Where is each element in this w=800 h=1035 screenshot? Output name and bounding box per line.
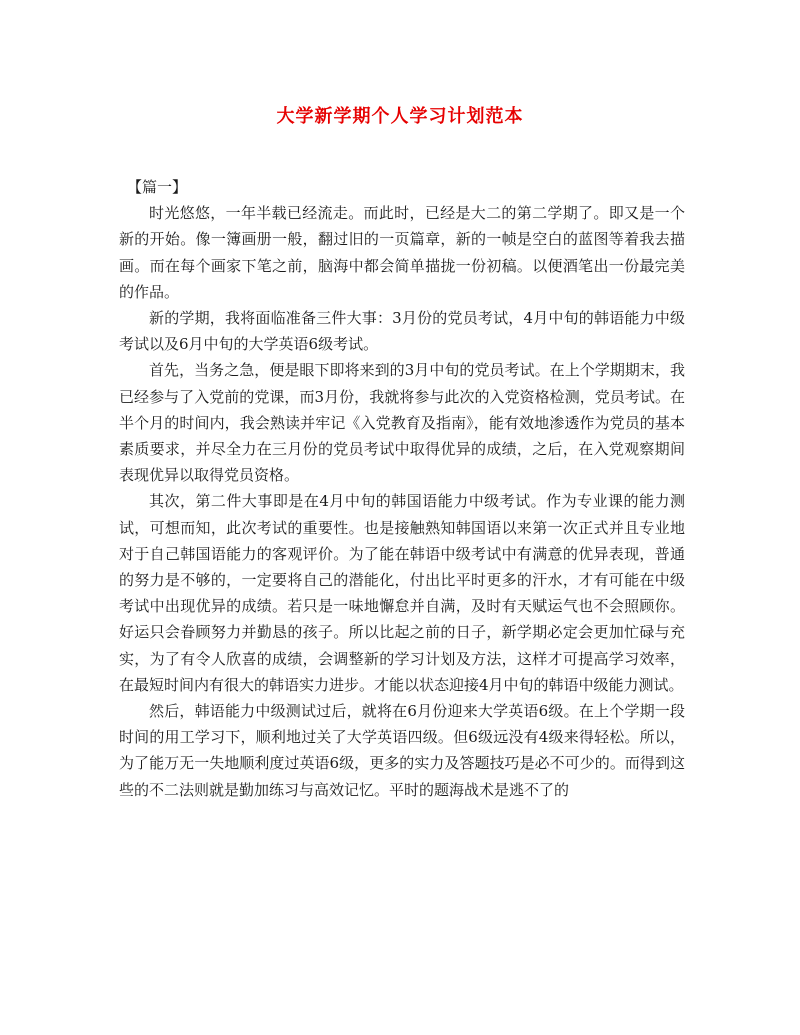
paragraph-5: 然后，韩语能力中级测试过后，就将在6月份迎来大学英语6级。在上个学期一段时间的用工学习下，顺利地过关了大学英语四级。但6级远没有4级来得轻松。所以，为了能万无一失地顺利度过英语6级，更多的实力及答题技巧是必不可少的。而得到这些的不二法则就是勤加练习与高效记忆。平时的题海战术是逃不了的 [119, 702, 685, 799]
paragraph-4: 其次，第二件大事即是在4月中旬的韩国语能力中级考试。作为专业课的能力测试，可想而知，此次考试的重要性。也是接触熟知韩国语以来第一次正式并且专业地对于自己韩国语能力的客观评价。为了能在韩语中级考试中有满意的优异表现，普通的努力是不够的，一定要将自己的潜能化，付出比平时更多的汗水，才有可能在中级考试中出现优异的成绩。若只是一味地懈怠并自满，及时有天赋运气也不会照顾你。好运只会眷顾努力并勤恳的孩子。所以比起之前的日子，新学期必定会更加忙碌与充实，为了有令人欣喜的成绩，会调整新的学习计划及方法，这样才可提高学习效率，在最短时间内有很大的韩语实力进步。才能以状态迎接4月中旬的韩语中级能力测试。 [119, 492, 685, 694]
paragraph-2: 新的学期，我将面临准备三件大事：3月份的党员考试，4月中旬的韩语能力中级考试以及6月中旬的大学英语6级考试。 [119, 309, 685, 354]
paragraph-3: 首先，当务之急，便是眼下即将来到的3月中旬的党员考试。在上个学期期末，我已经参与了入党前的党课，而3月份，我就将参与此次的入党资格检测，党员考试。在半个月的时间内，我会熟读并牢记《入党教育及指南》，能有效地渗透作为党员的基本素质要求，并尽全力在三月份的党员考试中取得优异的成绩，之后，在入党观察期间表现优异以取得党员资格。 [119, 361, 685, 485]
document-body [119, 174, 685, 803]
paragraph-1: 时光悠悠，一年半载已经流走。而此时，已经是大二的第二学期了。即又是一个新的开始。像一簿画册一般，翻过旧的一页篇章，新的一帧是空白的蓝图等着我去描画。而在每个画家下笔之前，脑海中都会简单描拢一份初稿。以便酒笔出一份最完美的作品。 [119, 204, 685, 301]
document-title: 大学新学期个人学习计划范本 [276, 106, 524, 127]
section-heading: 【篇一】 [127, 178, 188, 196]
